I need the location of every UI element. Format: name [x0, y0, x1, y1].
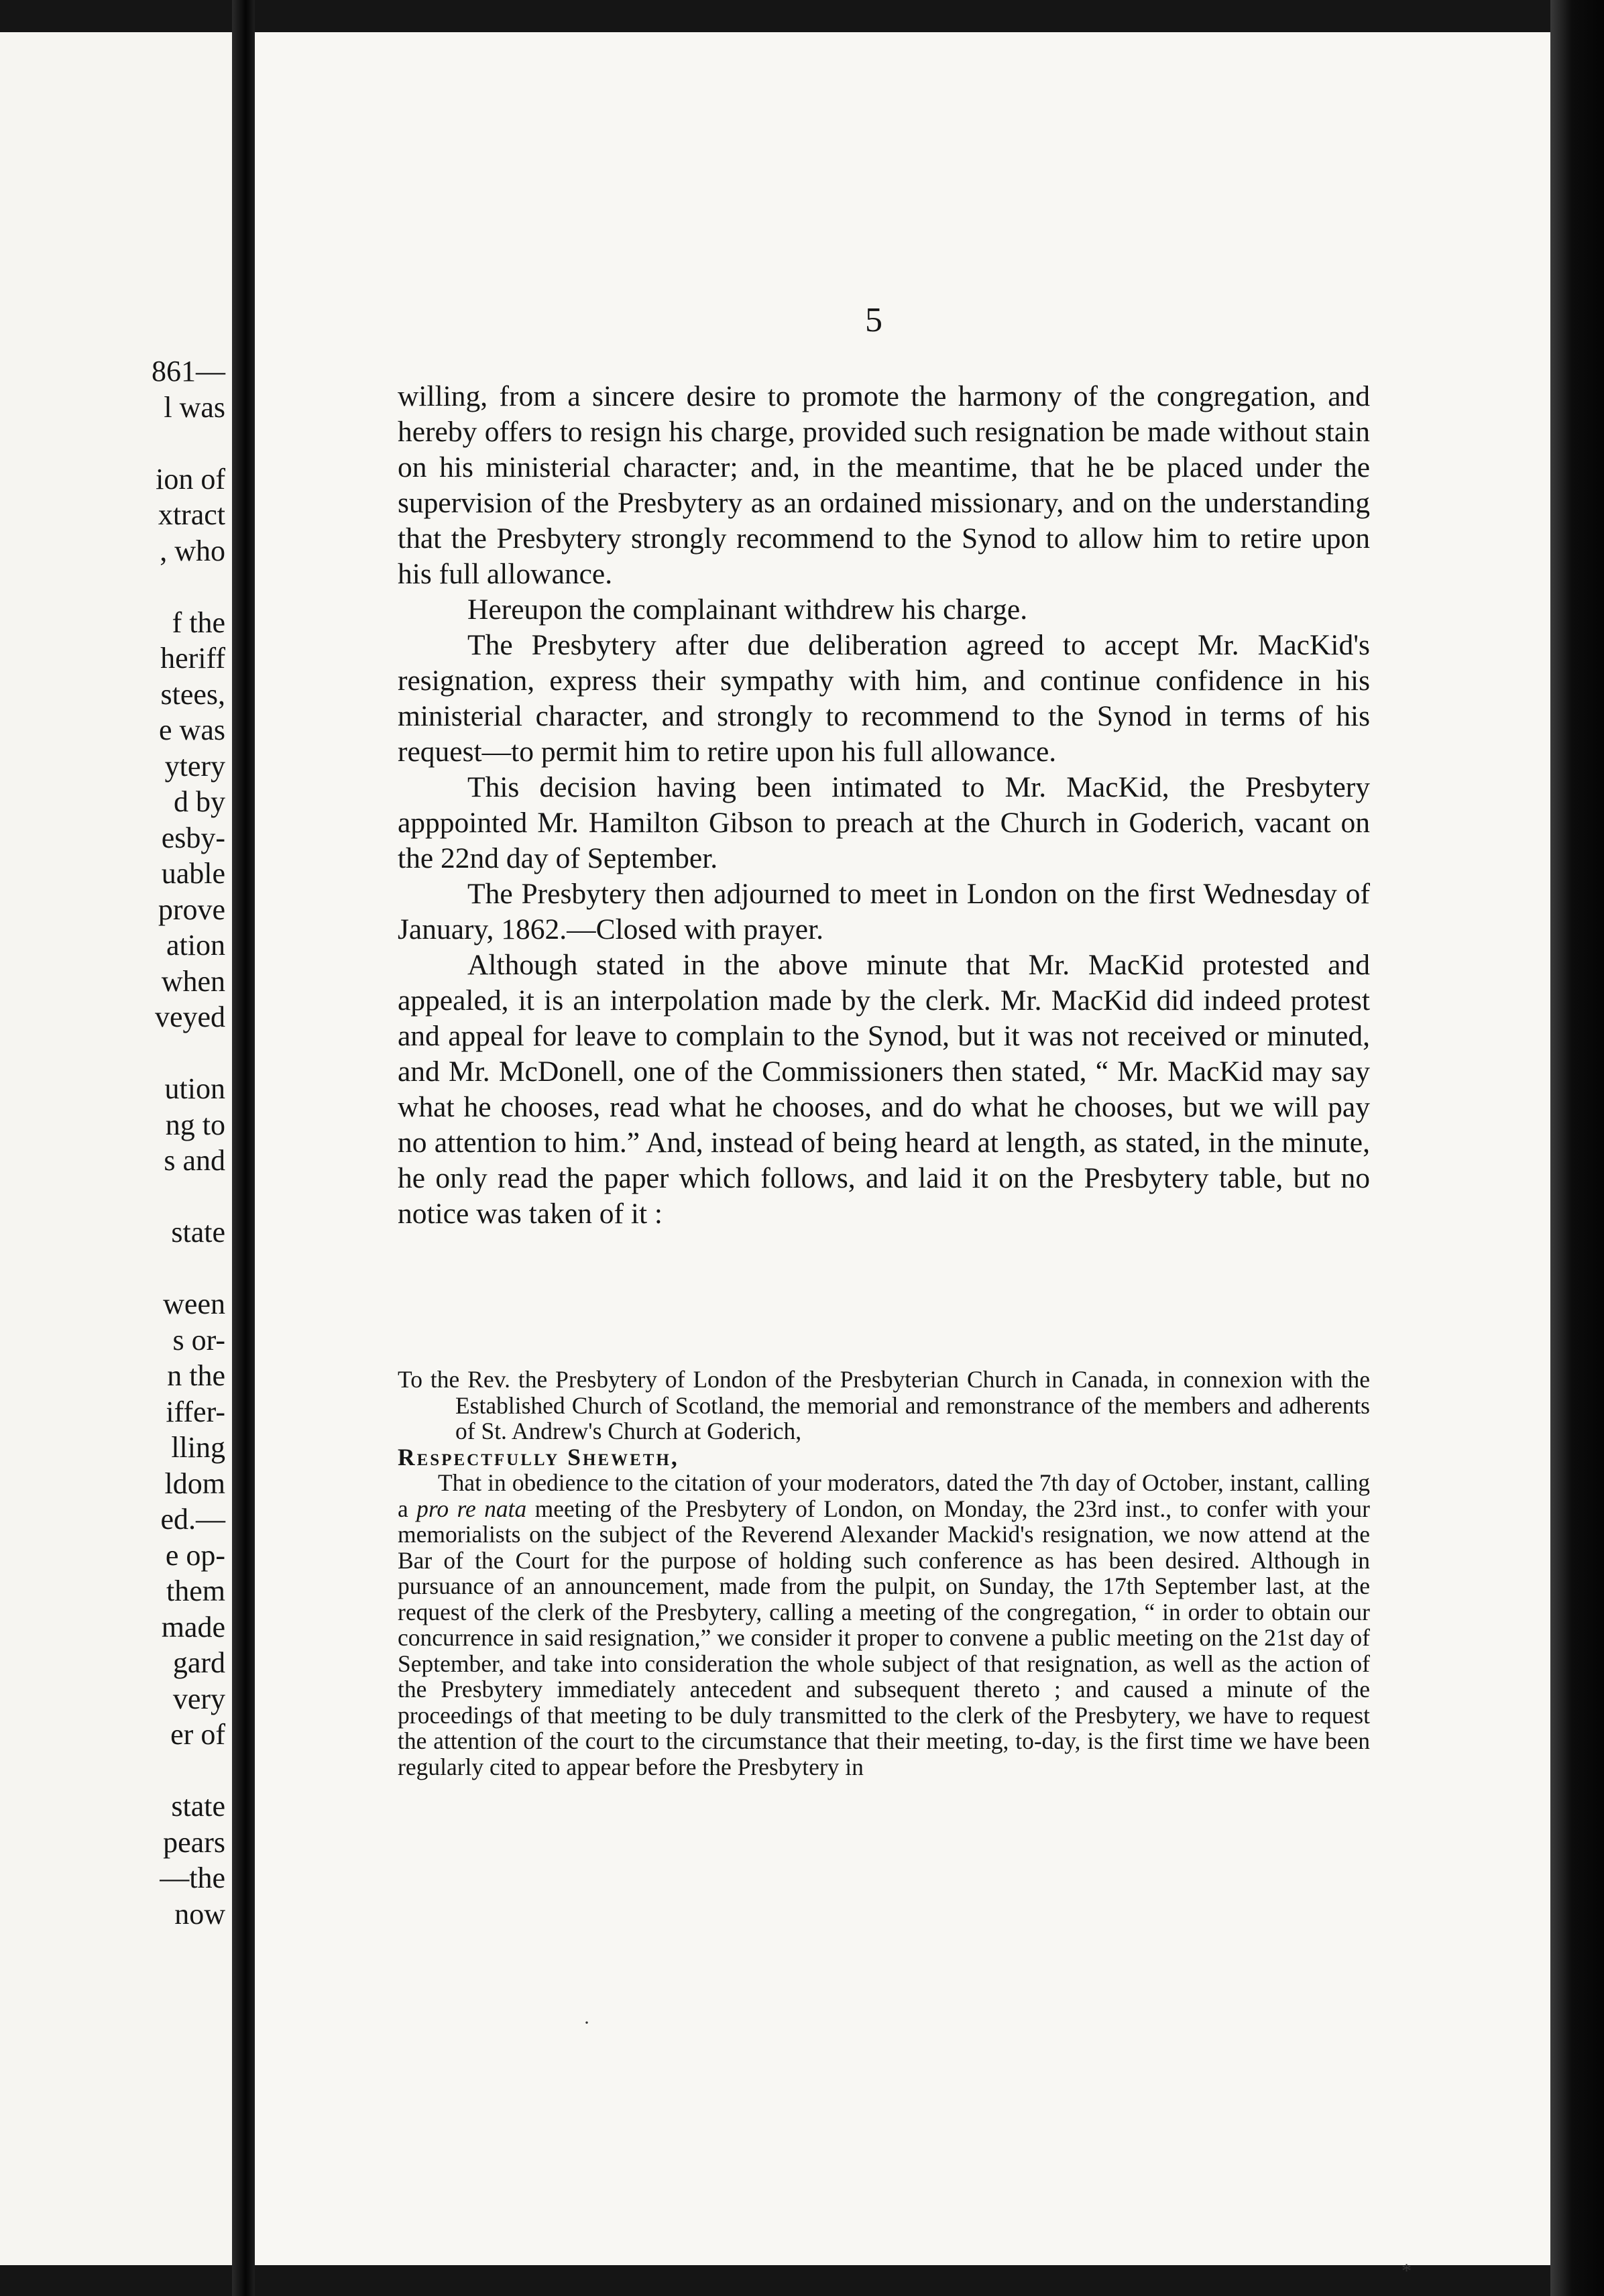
memorial-address: To the Rev. the Presbytery of London of the Presbyterian Church in Canada, in connexion with the Established Church of Scotland, the memorial and remonstrance of the members and adherents of St. Andrew's Church at Goderich, [398, 1366, 1370, 1444]
left-page-line: ldom [164, 1467, 225, 1500]
left-page-line: l was [164, 390, 225, 424]
left-page-line: ytery [164, 749, 225, 783]
left-page-line: now [174, 1897, 225, 1931]
book-gutter [232, 0, 255, 2296]
left-page-line: state [171, 1216, 225, 1249]
paragraph-interpolation: Although stated in the above minute that Mr. MacKid protested and appealed, it is an interpolation made by the clerk. Mr. MacKid did indeed protest and appeal for leave to complain to the Synod, but it was not received or minuted, and Mr. McDonell, one of the Commissioners then stated, “ Mr. MacKid may say what he chooses, read what he chooses, and do what he chooses, but we will pay no attention to him.” And, instead of being heard at length, as stated, in the minute, he only read the paper which follows, and laid it on the Presbytery table, but no notice was taken of it : [398, 949, 1370, 1230]
left-page-line: xtract [158, 498, 225, 531]
body-text [398, 379, 1370, 1232]
left-page-line: n the [167, 1359, 225, 1392]
paragraph-decision-intimated: This decision having been intimated to Mr. MacKid, the Presbytery apppointed Mr. Hamilton Gibson to preach at the Church in Goderich, vacant on the 22nd day of September. [398, 771, 1370, 874]
left-page-line: —the [160, 1861, 225, 1894]
left-facing-page [0, 32, 232, 2265]
left-page-line: iffer- [166, 1395, 225, 1428]
left-page-line: made [161, 1610, 225, 1644]
left-page-line: pears [163, 1825, 225, 1859]
left-page-line: , who [160, 534, 225, 567]
left-page-line: f the [172, 606, 225, 639]
left-page-line: er of [170, 1718, 225, 1751]
left-page-line: veyed [154, 1000, 225, 1033]
left-page-line: e op- [165, 1538, 225, 1572]
memorial-salutation [398, 1444, 1370, 1471]
left-page-line: uable [161, 857, 225, 890]
left-page-line: ation [166, 929, 225, 962]
memorial-italic-phrase: pro re nata [416, 1495, 527, 1522]
memorial-text-part-1: That in obedience to the citation of your moderators, dated the 7th day of October, instant, calling a [398, 1469, 1370, 1522]
left-page-line: ng to [165, 1108, 225, 1141]
left-page-line: d by [174, 785, 225, 818]
paragraph-complainant: Hereupon the complainant withdrew his charge. [467, 593, 1028, 626]
left-page-line: when [161, 964, 225, 998]
salutation-text: Respectfully Sheweth, [398, 1443, 679, 1471]
paragraph-resignation-accepted: The Presbytery after due deliberation agreed to accept Mr. MacKid's resignation, express their sympathy with him, and continue confidence in his ministerial character, and strongly to recommend to the Synod in terms of his request—to permit him to retire upon his full allowance. [398, 629, 1370, 768]
ink-speck: · [583, 2012, 590, 2034]
paragraph-adjourned: The Presbytery then adjourned to meet in London on the first Wednesday of January, 1862.—Closed with prayer. [398, 878, 1370, 945]
left-page-line: lling [171, 1431, 225, 1464]
left-page-line: gard [172, 1646, 225, 1679]
left-page-line: s and [164, 1144, 225, 1177]
memorial-text [398, 1367, 1370, 1780]
left-page-line: s or- [172, 1323, 225, 1357]
page-number: 5 [865, 301, 882, 339]
left-page-line: ween [163, 1287, 225, 1320]
left-page-line: stees, [160, 677, 225, 711]
page-edge-shadow [1550, 0, 1604, 2296]
left-page-line: esby- [161, 821, 225, 854]
paragraph-continuation: willing, from a sincere desire to promote the harmony of the congregation, and hereby offers to resign his charge, provided such resignation be made without stain on his ministerial character; and, in the meantime, that he be placed under the supervision of the Presbytery as an ordained missionary, and on the understanding that the Presbytery strongly recommend to the Synod to allow him to retire upon his full allowance. [398, 380, 1370, 590]
left-page-line: ed.— [160, 1503, 225, 1536]
left-page-line: state [171, 1790, 225, 1823]
left-page-line: very [172, 1682, 225, 1715]
left-page-line: prove [158, 893, 225, 926]
left-page-line: ion of [156, 462, 225, 496]
memorial-text-part-2: meeting of the Presbytery of London, on Monday, the 23rd inst., to confer with your memorialists on the subject of the Reverend Alexander Mackid's resignation, we now attend at the Bar of the Court for the purpose of holding such conference as has been desired. Although in pursuance of an announcement, made from the pulpit, on Sunday, the 17th September last, at the request of the clerk of the Presbytery, calling a meeting of the congregation, “ in order to obtain our concurrence in said resignation,” we consider it proper to convene a public meeting on the 21st day of September, and take into consideration the whole subject of that resignation, as well as the action of the Presbytery immediately antecedent and subsequent thereto ; and caused a minute of the proceedings of that meeting to be duly transmitted to the clerk of the Presbytery, we have to request the attention of the court to the circumstance that their meeting, to-day, is the first time we have been regularly cited to appear before the Presbytery in [398, 1495, 1370, 1780]
left-page-line: them [166, 1574, 225, 1607]
left-page-line: ution [164, 1072, 225, 1105]
left-page-line: e was [159, 713, 225, 746]
left-page-line: heriff [160, 642, 225, 675]
ink-speck: * [1401, 2260, 1412, 2282]
left-page-line: 861— [152, 355, 225, 388]
memorial-paragraph [398, 1470, 1370, 1780]
